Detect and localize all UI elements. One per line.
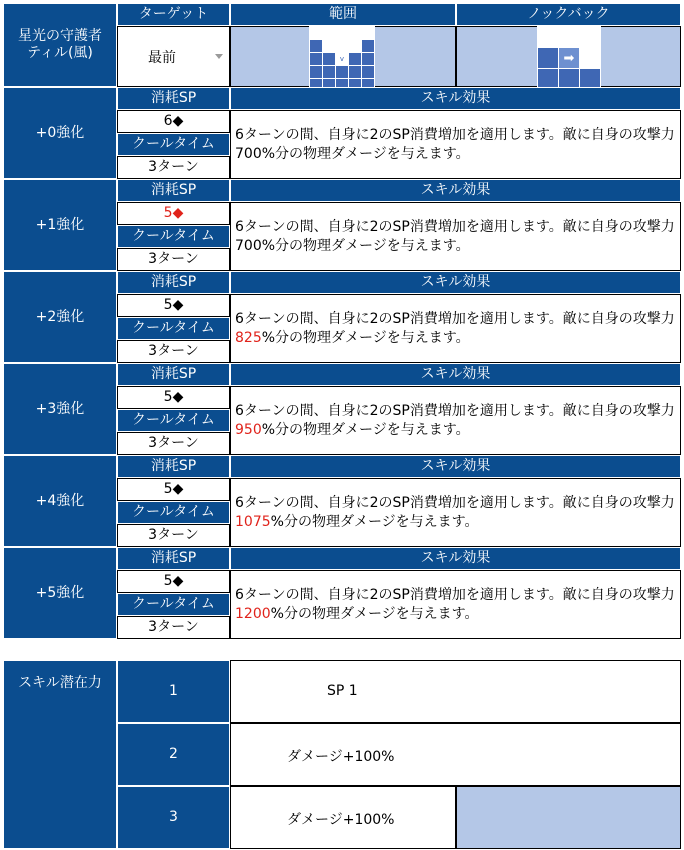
sp-value: 5◆ [117, 202, 230, 225]
sp-header: 消耗SP [117, 271, 230, 294]
effect-description [235, 126, 676, 164]
arrow-right-icon: ➡ [559, 48, 579, 68]
effect-header: スキル効果 [230, 271, 681, 294]
effect-text [230, 478, 681, 547]
cooldown-value: 3ターン [117, 248, 230, 271]
effect-damage-value: 700 [235, 237, 262, 254]
effect-text-part: %分の物理ダメージを与えます。 [270, 605, 479, 622]
level-label: +0強化 [3, 87, 117, 179]
sp-header: 消耗SP [117, 547, 230, 570]
effect-text-part: %分の物理ダメージを与えます。 [261, 421, 470, 438]
potential-num-1: 1 [117, 660, 230, 723]
cooldown-value: 3ターン [117, 524, 230, 547]
sp-header: 消耗SP [117, 363, 230, 386]
cooldown-value: 3ターン [117, 340, 230, 363]
target-value: 最前 [148, 50, 176, 66]
effect-text [230, 110, 681, 179]
cooldown-value: 3ターン [117, 432, 230, 455]
sp-value: 5◆ [117, 386, 230, 409]
chevron-down-icon[interactable] [215, 54, 223, 59]
effect-description [235, 310, 676, 348]
sp-value: 5◆ [117, 570, 230, 593]
potential-label: スキル潜在力 [3, 660, 117, 849]
potential-row-2 [230, 723, 681, 786]
target-label: ターゲット [117, 3, 230, 26]
effect-damage-value: 1200 [235, 605, 271, 622]
effect-text-part: 6ターンの間、自身に2のSP消費増加を適用します。敵に自身の攻撃力 [235, 126, 675, 143]
effect-damage-value: 825 [235, 329, 262, 346]
range-diagram [230, 26, 456, 87]
effect-header: スキル効果 [230, 87, 681, 110]
cooldown-header: クールタイム [117, 133, 230, 156]
effect-text-part: 6ターンの間、自身に2のSP消費増加を適用します。敵に自身の攻撃力 [235, 402, 675, 419]
level-label: +1強化 [3, 179, 117, 271]
cooldown-header: クールタイム [117, 225, 230, 248]
potential-row-3-blank [456, 786, 681, 849]
potential-num-3: 3 [117, 786, 230, 849]
cooldown-header: クールタイム [117, 317, 230, 340]
effect-header: スキル効果 [230, 547, 681, 570]
range-label: 範囲 [230, 3, 456, 26]
cooldown-header: クールタイム [117, 501, 230, 524]
cooldown-value: 3ターン [117, 156, 230, 179]
effect-text-part: %分の物理ダメージを与えます。 [270, 513, 479, 530]
cooldown-header: クールタイム [117, 593, 230, 616]
effect-header: スキル効果 [230, 455, 681, 478]
effect-damage-value: 700 [235, 145, 262, 162]
sp-value: 6◆ [117, 110, 230, 133]
effect-text-part: 6ターンの間、自身に2のSP消費増加を適用します。敵に自身の攻撃力 [235, 494, 675, 511]
effect-description [235, 494, 676, 532]
sp-header: 消耗SP [117, 179, 230, 202]
effect-text-part: %分の物理ダメージを与えます。 [261, 145, 470, 162]
potential-text-1: SP 1 [327, 683, 358, 699]
effect-damage-value: 1075 [235, 513, 271, 530]
level-label: +2強化 [3, 271, 117, 363]
effect-text-part: %分の物理ダメージを与えます。 [261, 237, 470, 254]
effect-header: スキル効果 [230, 179, 681, 202]
level-label: +3強化 [3, 363, 117, 455]
effect-description [235, 218, 676, 256]
effect-text-part: %分の物理ダメージを与えます。 [261, 329, 470, 346]
cooldown-header: クールタイム [117, 409, 230, 432]
potential-row-1 [230, 660, 681, 723]
effect-text [230, 202, 681, 271]
target-select[interactable] [117, 26, 230, 87]
sp-header: 消耗SP [117, 87, 230, 110]
knockback-diagram [456, 26, 681, 87]
level-label: +5強化 [3, 547, 117, 639]
effect-description [235, 586, 676, 624]
potential-num-2: 2 [117, 723, 230, 786]
effect-text [230, 294, 681, 363]
effect-text [230, 570, 681, 639]
effect-text-part: 6ターンの間、自身に2のSP消費増加を適用します。敵に自身の攻撃力 [235, 586, 675, 603]
potential-text-3: ダメージ+100% [287, 812, 395, 828]
sp-value: 5◆ [117, 478, 230, 501]
sp-header: 消耗SP [117, 455, 230, 478]
effect-header: スキル効果 [230, 363, 681, 386]
potential-text-2: ダメージ+100% [287, 749, 395, 765]
target-marker-icon: v [336, 53, 348, 65]
level-label: +4強化 [3, 455, 117, 547]
effect-text [230, 386, 681, 455]
effect-text-part: 6ターンの間、自身に2のSP消費増加を適用します。敵に自身の攻撃力 [235, 310, 675, 327]
potential-row-3 [230, 786, 456, 849]
knockback-label: ノックバック [456, 3, 681, 26]
effect-description [235, 402, 676, 440]
knockback-grid [537, 26, 601, 90]
cooldown-value: 3ターン [117, 616, 230, 639]
sp-value: 5◆ [117, 294, 230, 317]
effect-text-part: 6ターンの間、自身に2のSP消費増加を適用します。敵に自身の攻撃力 [235, 218, 675, 235]
effect-damage-value: 950 [235, 421, 262, 438]
skill-name: 星光の守護者 ティル(風) [3, 3, 117, 87]
